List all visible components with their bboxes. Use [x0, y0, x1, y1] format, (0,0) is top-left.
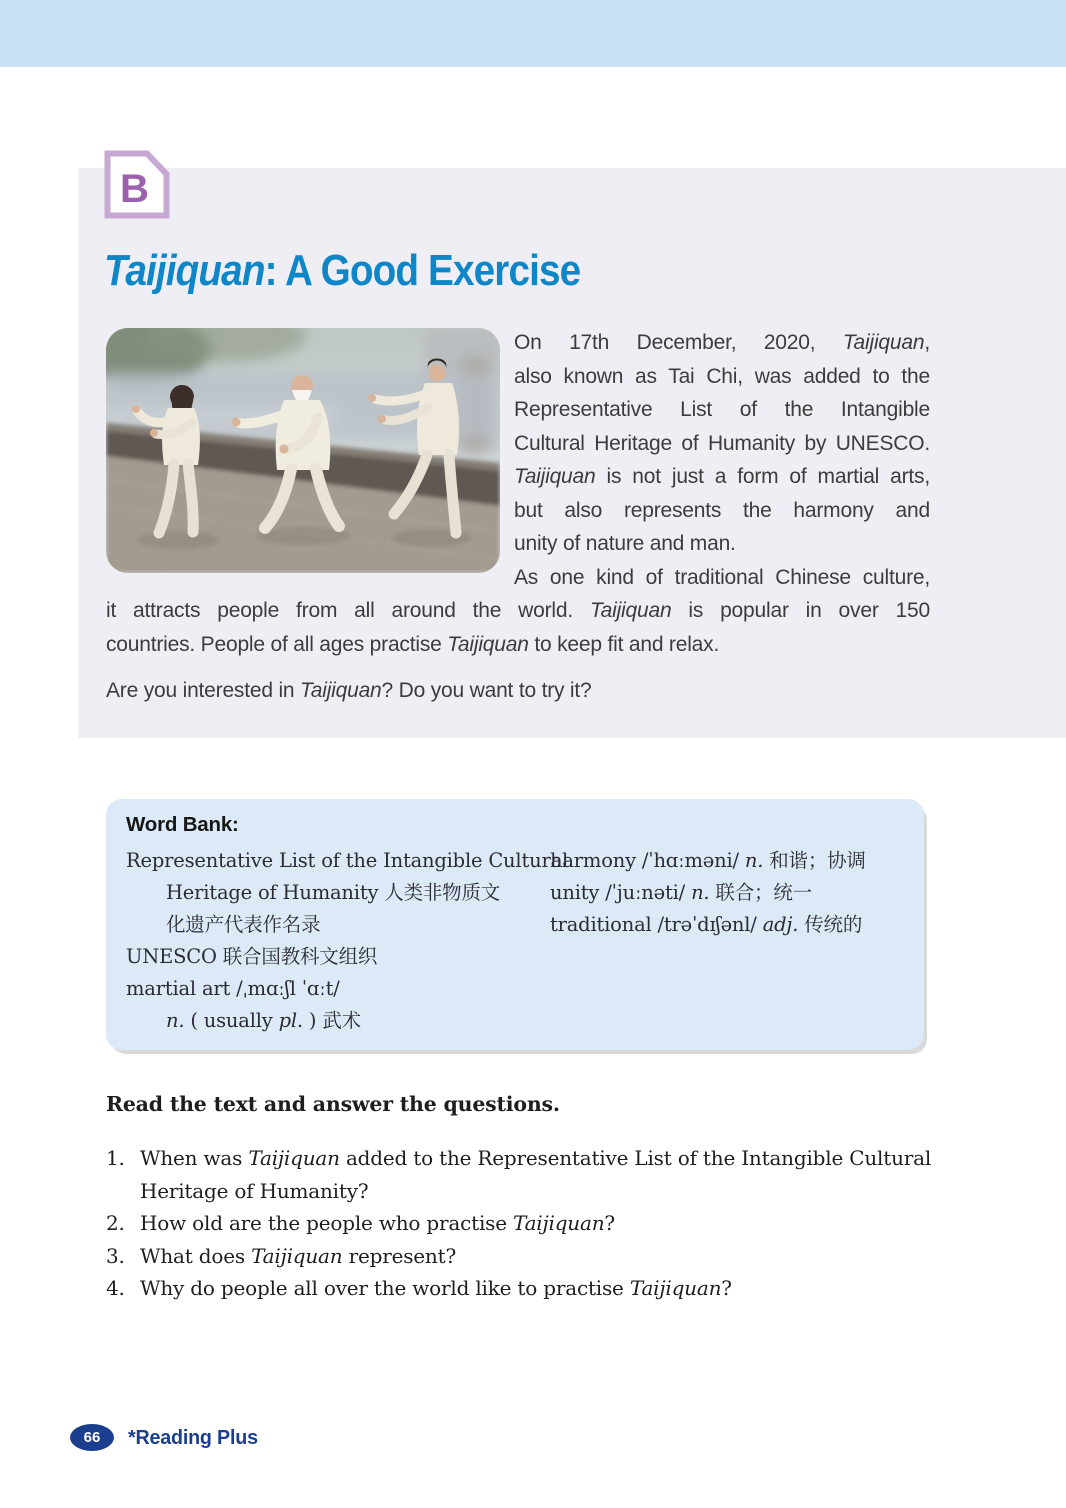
passage-line: On 17th December, 2020, Taijiquan, — [514, 331, 930, 354]
folded-page-icon — [104, 150, 170, 219]
passage-question-line: Are you interested in Taijiquan? Do you want to try it? — [106, 679, 592, 702]
passage-line: but also represents the harmony and — [514, 498, 930, 522]
passage-line: also known as Tai Chi, was added to the — [514, 364, 930, 388]
word-bank-columns — [126, 845, 904, 1037]
page-title — [104, 246, 580, 296]
title-rest: : A Good Exercise — [264, 246, 581, 295]
passage-line: Cultural Heritage of Humanity by UNESCO. — [514, 431, 930, 455]
passage-line: countries. People of all ages practise Taijiquan to keep fit and relax. — [106, 632, 720, 656]
question-number: 4. — [106, 1276, 125, 1300]
word-bank-entry-line: unity /ˈjuːnəti/ n. 联合；统一 — [550, 881, 812, 904]
question-row — [106, 1207, 936, 1240]
word-bank-entry-line: Heritage of Humanity 人类非物质文 — [166, 881, 501, 904]
page-top-band — [0, 0, 1066, 67]
word-bank-entry-line: 化遗产代表作名录 — [166, 913, 321, 936]
exercise-section — [106, 1092, 936, 1305]
question-row — [106, 1272, 936, 1305]
word-bank-entry-line: traditional /trəˈdɪʃənl/ adj. 传统的 — [550, 913, 863, 936]
question-number: 2. — [106, 1211, 125, 1235]
word-bank-box — [106, 799, 924, 1050]
question-text: Why do people all over the world like to practise Taijiquan? — [140, 1276, 732, 1300]
exercise-instruction: Read the text and answer the questions. — [106, 1092, 560, 1116]
question-row — [106, 1142, 936, 1207]
section-b-badge — [104, 150, 170, 219]
page-number-badge — [70, 1424, 114, 1451]
word-bank-entry-line: UNESCO 联合国教科文组织 — [126, 945, 378, 968]
word-bank-entry-line: harmony /ˈhɑːməni/ n. 和谐；协调 — [550, 849, 866, 872]
question-number: 1. — [106, 1146, 125, 1170]
question-row — [106, 1240, 936, 1273]
passage-line: Taijiquan is not just a form of martial arts, — [514, 465, 930, 488]
question-text: What does Taijiquan represent? — [140, 1243, 456, 1268]
passage-line: Representative List of the Intangible — [514, 398, 930, 421]
question-list — [106, 1142, 936, 1305]
word-bank-right-column — [550, 845, 904, 1037]
question-text: How old are the people who practise Taijiquan? — [140, 1211, 615, 1235]
reading-plus-label: *Reading Plus — [128, 1426, 258, 1449]
title-italic-word: Taijiquan — [104, 246, 265, 295]
word-bank-heading: Word Bank: — [126, 813, 239, 836]
question-text: When was Taijiquan added to the Representative List of the Intangible Cultural Heritage of Humanity? — [140, 1146, 932, 1203]
question-number: 3. — [106, 1243, 125, 1268]
word-bank-entry-line: martial art /ˌmɑːʃl ˈɑːt/ — [126, 977, 340, 1000]
reading-passage — [106, 326, 930, 708]
word-bank-entry-line: n. ( usually pl. ) 武术 — [166, 1009, 361, 1032]
word-bank-left-column — [126, 845, 569, 1037]
passage-line: As one kind of traditional Chinese culture, — [514, 565, 930, 589]
passage-line: unity of nature and man. — [514, 532, 736, 555]
word-bank-entry-line: Representative List of the Intangible Cultural — [126, 849, 569, 872]
section-badge-letter: B — [120, 167, 149, 211]
page-number: 66 — [83, 1429, 101, 1446]
passage-line: it attracts people from all around the world. Taijiquan is popular in over 150 — [106, 599, 930, 622]
